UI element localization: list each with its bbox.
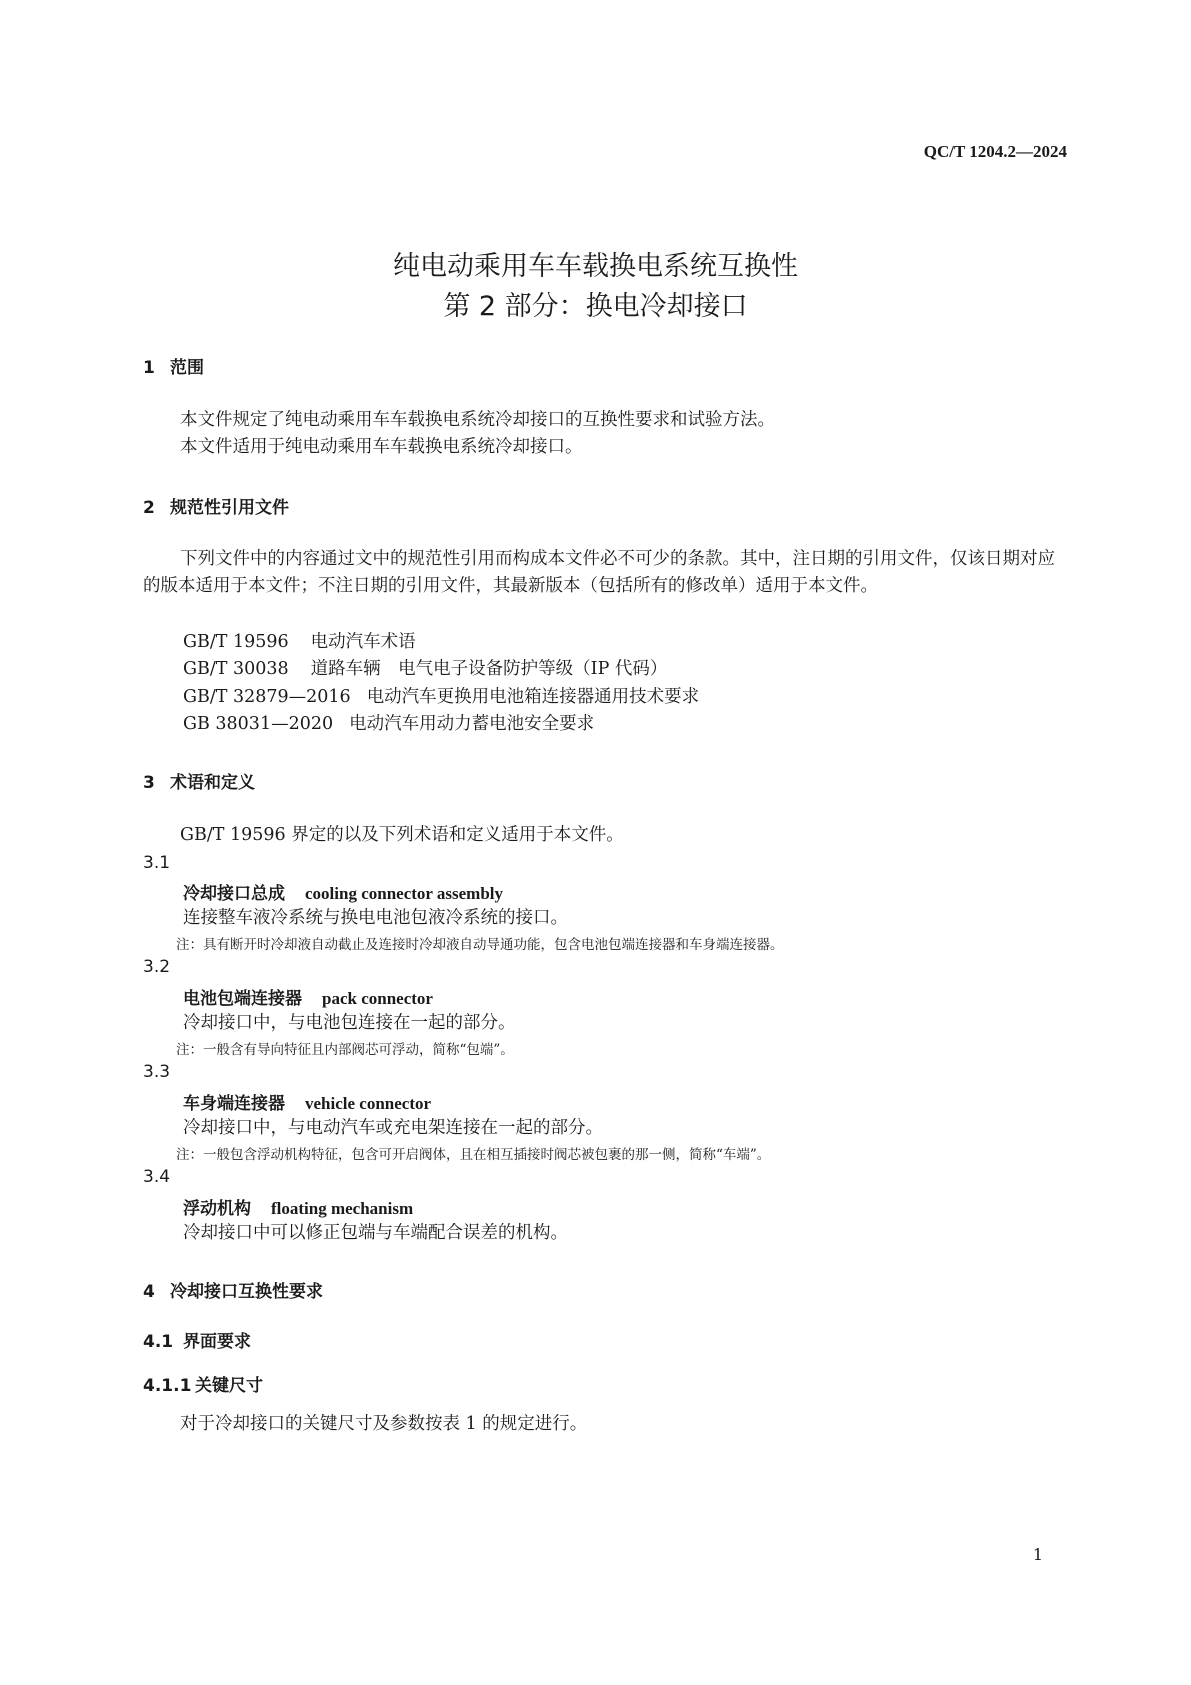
section-title: 术语和定义 xyxy=(170,773,255,793)
term-heading xyxy=(183,984,433,1009)
scope-paragraph-1: 本文件规定了纯电动乘用车车载换电系统冷却接口的互换性要求和试验方法。 xyxy=(180,410,775,430)
reference-name: 电动汽车用动力蓄电池安全要求 xyxy=(349,714,595,734)
term-en: vehicle connector xyxy=(305,1094,432,1113)
section-number: 4.1 xyxy=(143,1332,174,1352)
term-zh: 电池包端连接器 xyxy=(183,989,302,1009)
section-title: 界面要求 xyxy=(183,1332,251,1352)
term-definition: 连接整车液冷系统与换电电池包液冷系统的接口。 xyxy=(183,908,568,928)
term-en: cooling connector assembly xyxy=(305,884,504,903)
term-definition: 冷却接口中，与电池包连接在一起的部分。 xyxy=(183,1013,516,1033)
reference-code: GB/T 19596 xyxy=(183,632,289,652)
section-number: 1 xyxy=(143,358,155,378)
section-4-1-1-heading xyxy=(143,1371,263,1396)
reference-code: GB/T 30038 xyxy=(183,659,289,679)
reference-name: 电动汽车更换用电池箱连接器通用技术要求 xyxy=(366,687,700,707)
reference-item xyxy=(183,683,699,708)
term-note: 注：具有断开时冷却液自动截止及连接时冷却液自动导通功能，包含电池包端连接器和车身端连接器。 xyxy=(176,937,784,953)
terms-intro: GB/T 19596 界定的以及下列术语和定义适用于本文件。 xyxy=(180,825,624,845)
reference-item xyxy=(183,655,667,680)
term-definition: 冷却接口中，与电动汽车或充电架连接在一起的部分。 xyxy=(183,1118,603,1138)
term-note: 注：一般包含浮动机构特征，包含可开启阀体，且在相互插接时阀芯被包裹的那一侧，简称“车端”。 xyxy=(176,1147,771,1163)
references-intro: 下列文件中的内容通过文中的规范性引用而构成本文件必不可少的条款。其中，注日期的引用文件，仅该日期对应的版本适用于本文件；不注日期的引用文件，其最新版本（包括所有的修改单）适用于本文件。 xyxy=(143,549,1055,596)
term-zh: 浮动机构 xyxy=(183,1199,251,1219)
reference-name: 电动汽车术语 xyxy=(310,632,416,652)
term-number: 3.4 xyxy=(143,1167,171,1187)
section-title: 关键尺寸 xyxy=(195,1376,263,1396)
term-number: 3.1 xyxy=(143,853,171,873)
section-title: 范围 xyxy=(170,358,204,378)
standard-code: QC/T 1204.2—2024 xyxy=(923,142,1067,161)
term-number: 3.3 xyxy=(143,1062,171,1082)
scope-paragraph-2: 本文件适用于纯电动乘用车车载换电系统冷却接口。 xyxy=(180,437,583,457)
term-zh: 车身端连接器 xyxy=(183,1094,285,1114)
section-number: 4 xyxy=(143,1282,155,1302)
section-4-heading xyxy=(143,1277,323,1302)
term-en: floating mechanism xyxy=(271,1199,414,1218)
section-title: 规范性引用文件 xyxy=(170,498,289,518)
term-zh: 冷却接口总成 xyxy=(183,884,285,904)
term-heading xyxy=(183,879,503,904)
reference-item xyxy=(183,710,594,735)
section-number: 2 xyxy=(143,498,155,518)
reference-code: GB 38031—2020 xyxy=(183,714,334,734)
term-heading xyxy=(183,1194,413,1219)
reference-name: 道路车辆 电气电子设备防护等级（IP 代码） xyxy=(310,659,668,679)
reference-code: GB/T 32879—2016 xyxy=(183,687,351,707)
section-title: 冷却接口互换性要求 xyxy=(170,1282,323,1302)
document-title-line1: 纯电动乘用车车载换电系统互换性 xyxy=(393,251,798,282)
section-number: 4.1.1 xyxy=(143,1376,192,1396)
term-definition: 冷却接口中可以修正包端与车端配合误差的机构。 xyxy=(183,1223,568,1243)
section-number: 3 xyxy=(143,773,155,793)
section-3-heading xyxy=(143,768,255,793)
term-number: 3.2 xyxy=(143,957,171,977)
term-heading xyxy=(183,1089,431,1114)
page-number: 1 xyxy=(1032,1545,1043,1564)
section-2-heading xyxy=(143,493,289,518)
term-note: 注：一般含有导向特征且内部阀芯可浮动，简称“包端”。 xyxy=(176,1042,514,1058)
key-dimensions-paragraph: 对于冷却接口的关键尺寸及参数按表 1 的规定进行。 xyxy=(180,1414,588,1434)
document-title-line2: 第 2 部分：换电冷却接口 xyxy=(443,291,748,322)
reference-item xyxy=(183,628,416,653)
section-4-1-heading xyxy=(143,1327,251,1352)
term-en: pack connector xyxy=(322,989,433,1008)
section-1-heading xyxy=(143,353,204,378)
